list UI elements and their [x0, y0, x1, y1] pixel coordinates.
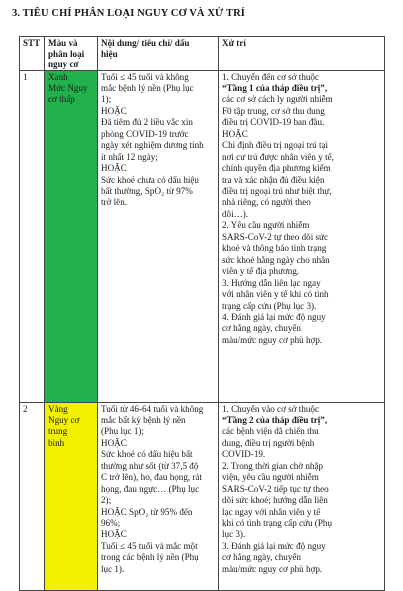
cell-text-line: 3. Hướng dẫn liên lạc ngay: [222, 277, 321, 288]
cell-text-line: “Tầng 2 của tháp điều trị”,: [222, 414, 328, 425]
cell-text-line: 3. Đánh giá lại mức độ nguy: [222, 540, 326, 551]
cell-text-line: ít nhất 12 ngày;: [101, 151, 158, 162]
criteria-cell: [98, 70, 219, 402]
header-action: Xử trí: [219, 37, 385, 71]
table-row: [20, 70, 385, 402]
header-level: Màu và phân loại nguy cơ: [45, 37, 98, 71]
cell-text-line: các bệnh viện dã chiến thu: [222, 426, 319, 437]
cell-text-line: Tuổi ≤ 45 tuổi và không: [101, 71, 189, 82]
cell-text-line: Sức khoẻ có dấu hiệu bất: [101, 449, 193, 460]
cell-text-line: dõi…).: [222, 208, 249, 219]
cell-text-line: Đã tiêm đủ 2 liều vắc xin: [101, 117, 193, 128]
cell-text-line: phòng COVID-19 trước: [101, 128, 189, 139]
cell-text-line: Tuổi ≤ 45 tuổi và mắc một: [101, 540, 198, 551]
cell-text-line: lục 3).: [222, 529, 246, 540]
risk-level-green: Xanh Mức Nguy cơ thấp: [45, 70, 98, 402]
cell-text-line: trở lên.: [101, 197, 128, 208]
risk-classification-table: [19, 36, 385, 591]
cell-text-line: dõi sức khoẻ; hướng dẫn liên: [222, 495, 328, 506]
cell-text-line: chính quyền địa phương kiểm: [222, 163, 331, 174]
cell-text-line: viên y tế địa phương.: [222, 266, 300, 277]
cell-text-line: với nhân viên y tế khi có tình: [222, 289, 329, 300]
action-cell: [219, 70, 385, 402]
cell-text-line: 1. Chuyển đến cơ sở thuộc: [222, 71, 320, 82]
cell-text-line: màu/mức nguy cơ phù hợp.: [222, 563, 323, 574]
cell-text-line: HOẶC: [101, 105, 127, 116]
cell-text-line: Sức khoẻ chưa có dấu hiệu: [101, 174, 199, 185]
cell-text-line: họng, đau ngực… (Phụ lục: [101, 483, 200, 494]
header-content: Nội dung/ tiêu chí/ dấu hiệu: [98, 37, 219, 71]
cell-text-line: 2);: [101, 495, 112, 506]
cell-text-line: màu/mức nguy cơ phù hợp.: [222, 334, 323, 345]
cell-text-line: lạc ngay với nhân viên y tế: [222, 506, 321, 517]
cell-text-line: F0 tập trung, cơ sở thu dung: [222, 105, 325, 116]
cell-text-line: “Tầng 1 của tháp điều trị”,: [222, 82, 328, 93]
cell-text-line: HOẶC: [101, 437, 127, 448]
cell-text-line: 96%;: [101, 518, 121, 529]
cell-text-line: tra và xác nhận đủ điều kiện: [222, 174, 325, 185]
cell-text-line: điều trị COVID-19 ban đầu.: [222, 117, 325, 128]
cell-text-line: dung, điều trị người bệnh: [222, 437, 315, 448]
cell-text-line: điều trị ngoại trú như biệt thự,: [222, 186, 332, 197]
cell-text-line: HOẶC: [101, 529, 127, 540]
cell-text-line: trạng cấp cứu (Phụ lục 3).: [222, 300, 317, 311]
cell-text-line: ngày xét nghiệm dương tính: [101, 140, 204, 151]
cell-text-line: bất thường, SpO₂ từ 97%: [101, 186, 193, 197]
risk-level-yellow: Vàng Nguy cơ trung bình: [45, 402, 98, 590]
cell-text-line: trong các bệnh lý nền (Phụ: [101, 552, 199, 563]
cell-text-line: C trở lên), ho, đau họng, rát: [101, 472, 203, 483]
cell-text-line: khi có tình trạng cấp cứu (Phụ: [222, 518, 332, 529]
cell-text-line: Chỉ định điều trị ngoại trú tại: [222, 140, 329, 151]
cell-text-line: cơ hằng ngày, chuyển: [222, 552, 301, 563]
cell-text-line: HOẶC: [101, 163, 127, 174]
criteria-cell: [98, 402, 219, 590]
cell-text-line: HOẶC: [222, 128, 248, 139]
cell-text-line: nhà riêng, có người theo: [222, 197, 311, 208]
cell-text-line: mắc bất kỳ bệnh lý nền: [101, 414, 186, 425]
cell-text-line: SARS-CoV-2 tự theo dõi sức: [222, 231, 329, 242]
header-stt: STT: [20, 37, 45, 71]
cell-text-line: mắc bệnh lý nền (Phụ lục: [101, 82, 194, 93]
table-header-row: [20, 37, 385, 71]
cell-text-line: HOẶC SpO₂ từ 95% đến: [101, 506, 193, 517]
cell-text-line: 1. Chuyển vào cơ sở thuộc: [222, 403, 320, 414]
cell-text-line: COVID-19.: [222, 449, 266, 460]
cell-text-line: 2. Yêu cầu người nhiễm: [222, 220, 310, 231]
cell-text-line: lục 1).: [101, 563, 125, 574]
cell-text-line: 4. Đánh giá lại mức độ nguy: [222, 312, 326, 323]
cell-text-line: khoẻ và thông báo tình trạng: [222, 243, 327, 254]
cell-text-line: Tuổi từ 46-64 tuổi và không: [101, 403, 204, 414]
cell-text-line: thường như sốt (từ 37,5 độ: [101, 460, 199, 471]
cell-text-line: 2. Trong thời gian chờ nhập: [222, 460, 324, 471]
section-heading: 3. TIÊU CHÍ PHÂN LOẠI NGUY CƠ VÀ XỬ TRÍ: [12, 8, 245, 19]
cell-text-line: (Phụ lục 1);: [101, 426, 144, 437]
stt-cell: 1: [20, 70, 45, 402]
cell-text-line: nơi cư trú được nhân viên y tế,: [222, 151, 334, 162]
stt-cell: 2: [20, 402, 45, 590]
cell-text-line: 1);: [101, 94, 112, 105]
cell-text-line: các cơ sở cách ly người nhiễm: [222, 94, 333, 105]
cell-text-line: SARS-CoV-2 tiếp tục tự theo: [222, 483, 329, 494]
cell-text-line: viện, yêu cầu người nhiễm: [222, 472, 319, 483]
cell-text-line: cơ hằng ngày, chuyển: [222, 323, 301, 334]
action-cell: [219, 402, 385, 590]
table-row: [20, 402, 385, 590]
cell-text-line: sức khoẻ hằng ngày cho nhân: [222, 254, 330, 265]
